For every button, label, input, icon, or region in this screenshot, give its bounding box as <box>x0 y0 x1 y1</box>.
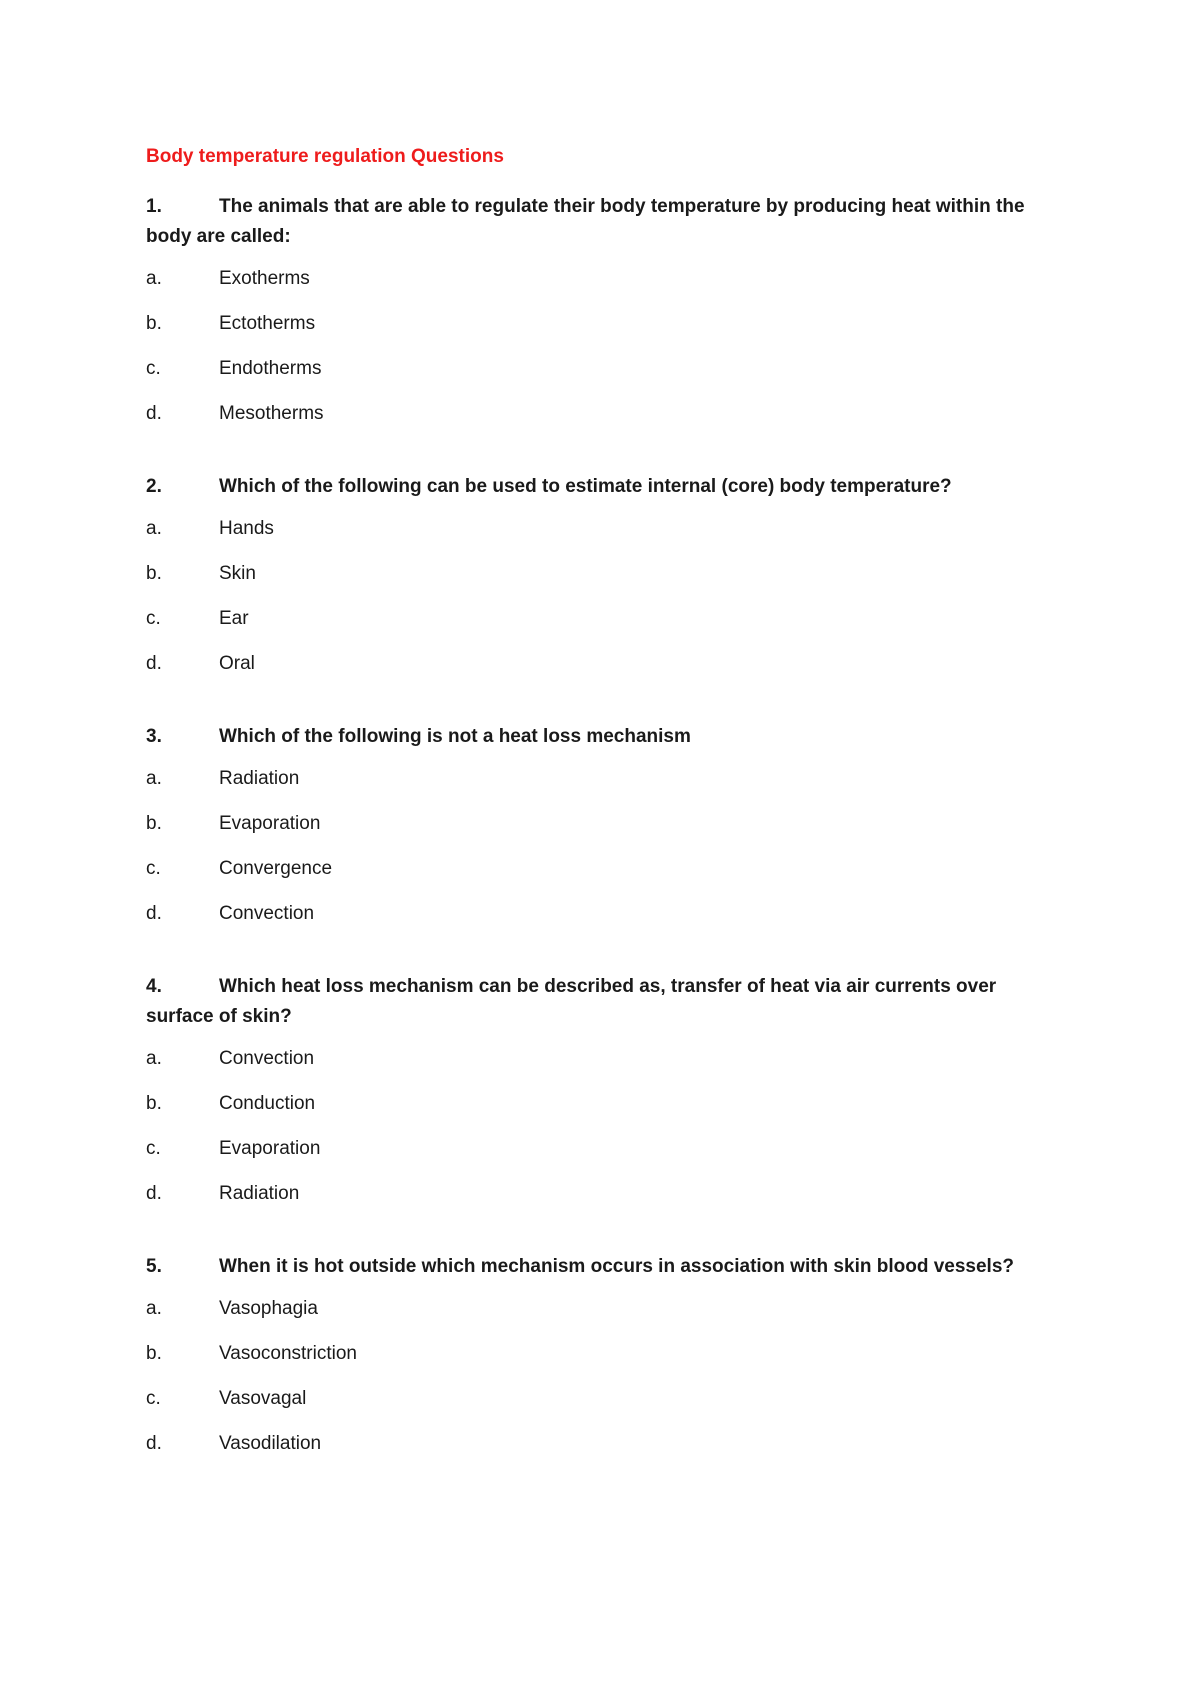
option-text: Endotherms <box>219 358 322 379</box>
option-text: Convection <box>219 903 315 924</box>
option-a <box>146 766 1066 792</box>
option-c <box>146 856 1066 882</box>
question-1 <box>146 192 1066 427</box>
option-letter: a. <box>146 1048 162 1069</box>
question-2 <box>146 472 1066 677</box>
option-letter: a. <box>146 1298 162 1319</box>
question-stem <box>146 1252 1066 1282</box>
question-3 <box>146 722 1066 927</box>
option-letter: d. <box>146 653 162 674</box>
question-number: 1. <box>146 196 162 217</box>
option-text: Vasoconstriction <box>219 1343 357 1364</box>
option-letter: d. <box>146 1433 162 1454</box>
document-page <box>146 144 1066 1502</box>
question-text: Which heat loss mechanism can be described as, transfer of heat via air currents over surface of skin? <box>146 976 997 1027</box>
option-letter: a. <box>146 268 162 289</box>
question-stem <box>146 972 1066 1032</box>
option-text: Mesotherms <box>219 403 324 424</box>
question-stem <box>146 192 1066 252</box>
document-title: Body temperature regulation Questions <box>146 146 504 167</box>
question-number: 2. <box>146 476 162 497</box>
option-text: Hands <box>219 518 274 539</box>
option-text: Evaporation <box>219 1138 321 1159</box>
option-c <box>146 606 1066 632</box>
option-b <box>146 311 1066 337</box>
option-letter: d. <box>146 1183 162 1204</box>
option-d <box>146 1181 1066 1207</box>
option-text: Vasophagia <box>219 1298 318 1319</box>
question-4 <box>146 972 1066 1207</box>
option-b <box>146 811 1066 837</box>
option-a <box>146 266 1066 292</box>
option-text: Ectotherms <box>219 313 316 334</box>
question-text: Which of the following is not a heat loss mechanism <box>219 726 691 747</box>
option-letter: b. <box>146 313 162 334</box>
option-text: Exotherms <box>219 268 310 289</box>
option-letter: d. <box>146 403 162 424</box>
option-text: Vasovagal <box>219 1388 307 1409</box>
option-b <box>146 561 1066 587</box>
question-stem <box>146 472 1066 502</box>
option-d <box>146 401 1066 427</box>
question-text: The animals that are able to regulate their body temperature by producing heat within the body are called: <box>146 196 1025 247</box>
option-text: Skin <box>219 563 256 584</box>
option-text: Oral <box>219 653 255 674</box>
option-letter: b. <box>146 563 162 584</box>
option-text: Vasodilation <box>219 1433 322 1454</box>
question-number: 3. <box>146 726 162 747</box>
option-c <box>146 1136 1066 1162</box>
option-d <box>146 651 1066 677</box>
option-b <box>146 1091 1066 1117</box>
option-c <box>146 1386 1066 1412</box>
option-letter: c. <box>146 1138 161 1159</box>
option-letter: b. <box>146 1343 162 1364</box>
option-letter: c. <box>146 858 161 879</box>
question-text: When it is hot outside which mechanism occurs in association with skin blood vessels? <box>219 1256 1014 1277</box>
question-5 <box>146 1252 1066 1457</box>
option-letter: a. <box>146 518 162 539</box>
question-number: 5. <box>146 1256 162 1277</box>
option-text: Convergence <box>219 858 333 879</box>
option-d <box>146 1431 1066 1457</box>
option-text: Ear <box>219 608 249 629</box>
option-letter: d. <box>146 903 162 924</box>
question-text: Which of the following can be used to estimate internal (core) body temperature? <box>219 476 952 497</box>
option-text: Radiation <box>219 1183 300 1204</box>
option-letter: c. <box>146 358 161 379</box>
option-letter: b. <box>146 1093 162 1114</box>
option-a <box>146 1046 1066 1072</box>
option-a <box>146 516 1066 542</box>
question-number: 4. <box>146 976 162 997</box>
option-c <box>146 356 1066 382</box>
option-letter: c. <box>146 1388 161 1409</box>
option-letter: b. <box>146 813 162 834</box>
option-letter: a. <box>146 768 162 789</box>
option-text: Conduction <box>219 1093 316 1114</box>
option-text: Convection <box>219 1048 315 1069</box>
option-text: Evaporation <box>219 813 321 834</box>
option-b <box>146 1341 1066 1367</box>
option-text: Radiation <box>219 768 300 789</box>
option-d <box>146 901 1066 927</box>
question-stem <box>146 722 1066 752</box>
option-letter: c. <box>146 608 161 629</box>
option-a <box>146 1296 1066 1322</box>
